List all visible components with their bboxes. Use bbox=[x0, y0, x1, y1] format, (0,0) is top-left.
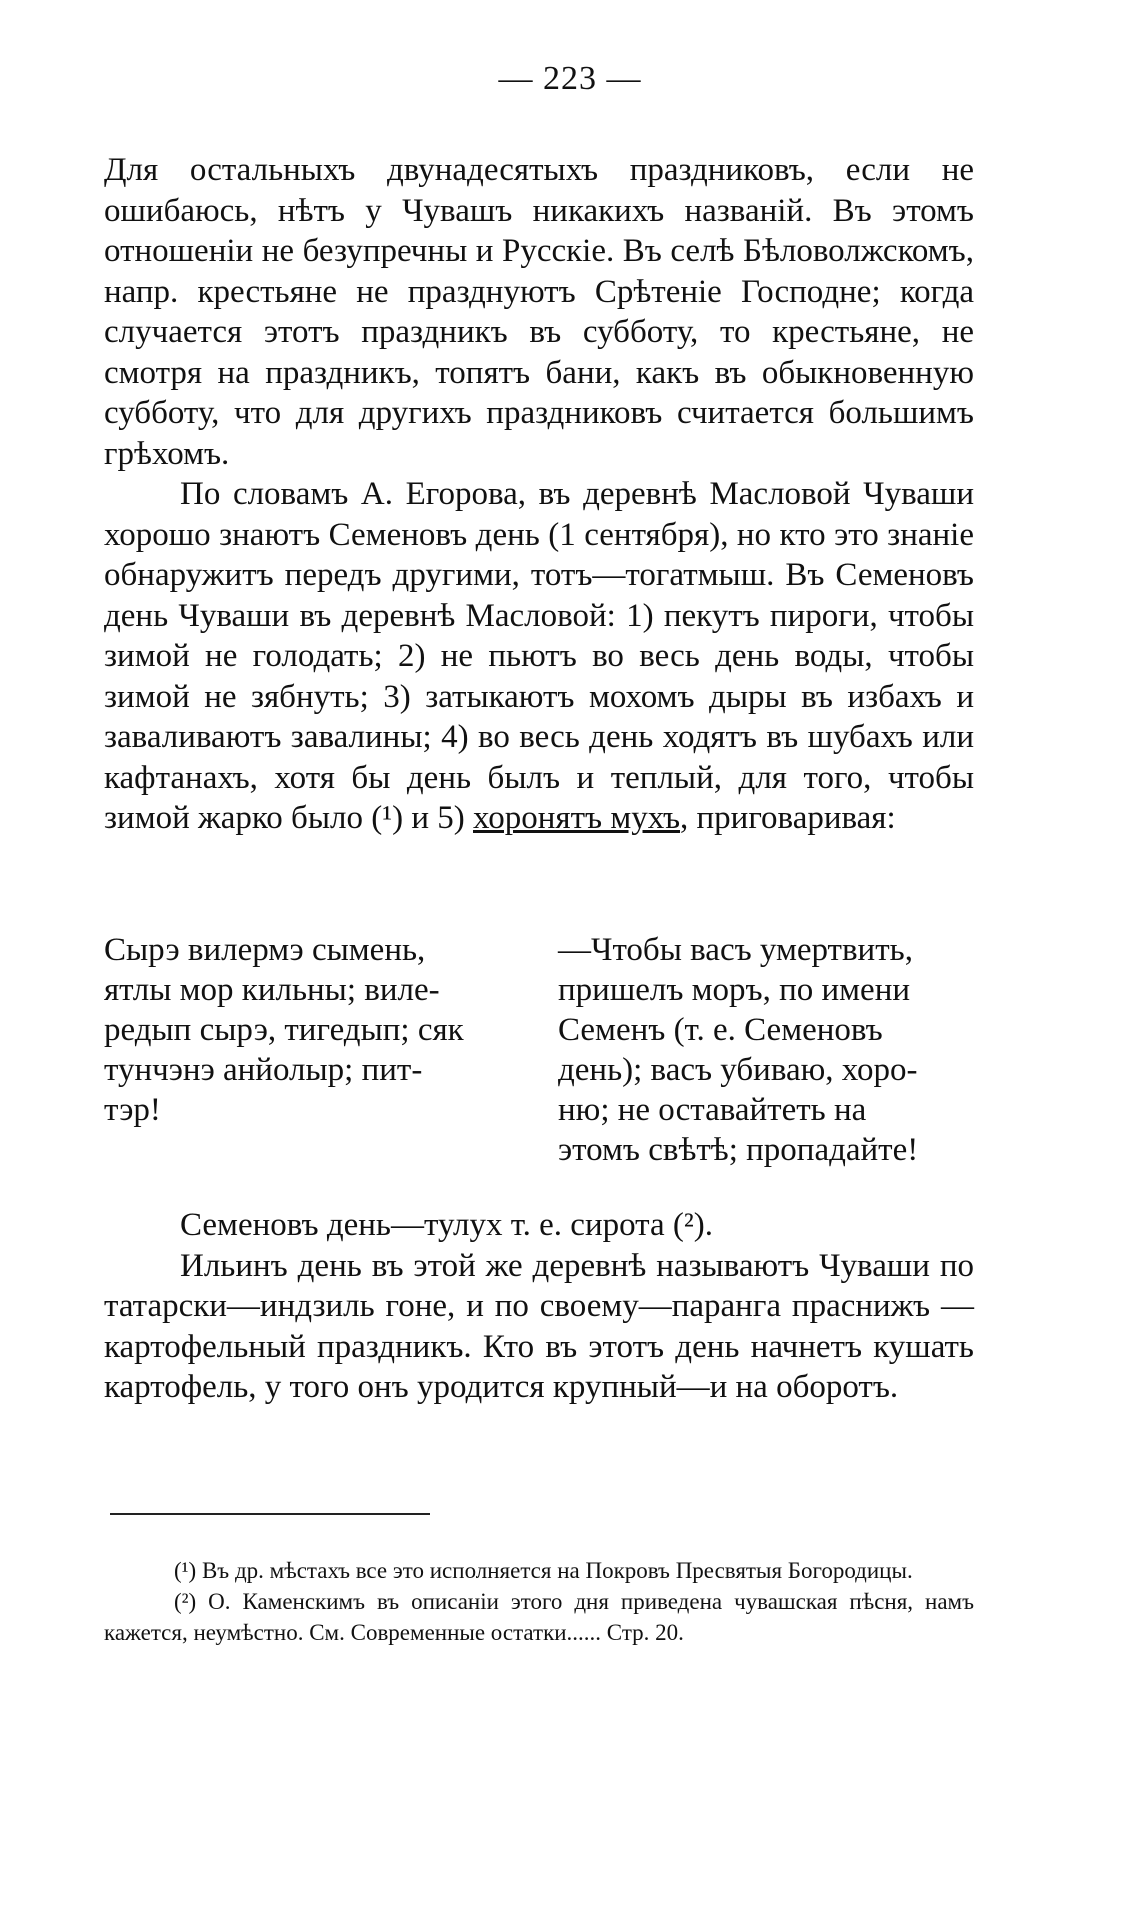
page-number: — 223 — bbox=[498, 60, 642, 97]
footnote-divider bbox=[110, 1513, 430, 1515]
footnotes bbox=[104, 1555, 974, 1648]
paragraph-orphan: Семеновъ день—тулух т. е. сирота (²). bbox=[180, 1207, 714, 1243]
verse-line: ню; не оставайтеть на bbox=[558, 1092, 867, 1128]
after-verse-text bbox=[104, 1205, 974, 1408]
verse-line: редып сырэ, тигедып; сяк bbox=[104, 1012, 464, 1048]
verse-translation bbox=[558, 930, 974, 1170]
verse-line: —Чтобы васъ умертвить, bbox=[558, 932, 913, 968]
verse-block bbox=[104, 930, 974, 1170]
verse-chuvash bbox=[104, 930, 504, 1170]
verse-line: этомъ свѣтѣ; пропадайте! bbox=[558, 1132, 919, 1168]
verse-line: Семенъ (т. е. Семеновъ bbox=[558, 1012, 883, 1048]
underlined-phrase: хоронятъ мухъ bbox=[473, 800, 681, 836]
main-text bbox=[104, 150, 974, 839]
verse-line: Сырэ вилермэ сымень, bbox=[104, 932, 426, 968]
verse-line: пришелъ моръ, по имени bbox=[558, 972, 911, 1008]
footnote-2: (²) О. Каменскимъ въ описаніи этого дня приведена чувашская пѣсня, намъ кажется, неумѣстно. См. Современные остатки...... Стр. 20. bbox=[104, 1589, 974, 1645]
paragraph-semenov-text: По словамъ А. Егорова, въ деревнѣ Масловой Чуваши хорошо знаютъ Семеновъ день (1 сентября), но кто это знаніе обнаружитъ передъ другими, тотъ—тогатмыш. Въ Семеновъ день Чуваши въ деревнѣ Масловой: 1) пекутъ пироги, чтобы зимой не голодать; 2) не пьютъ во весь день воды, чтобы зимой не зябнуть; 3) затыкаютъ мохомъ дыры въ избахъ и заваливаютъ завалины; 4) во весь день ходятъ въ шубахъ или кафтанахъ, хотя бы день былъ и теплый, для того, чтобы зимой жарко было (¹) и 5) bbox=[104, 476, 974, 836]
paragraph-semenov-day bbox=[104, 474, 974, 839]
verse-line: ятлы мор кильны; виле- bbox=[104, 972, 440, 1008]
verse-line: день); васъ убиваю, хоро- bbox=[558, 1052, 918, 1088]
verse-line: тунчэнэ анйолыр; пит- bbox=[104, 1052, 423, 1088]
paragraph-semenov-ending: , приговаривая: bbox=[680, 800, 896, 836]
paragraph-ilyin-day: Ильинъ день въ этой же деревнѣ называютъ Чуваши по татарски—индзиль гоне, и по своему—паранга праснижъ — картофельный праздникъ. Кто въ этотъ день начнетъ кушать картофель, у того онъ уродится крупный—и на оборотъ. bbox=[104, 1247, 974, 1405]
footnote-1: (¹) Въ др. мѣстахъ все это исполняется на Покровъ Пресвятыя Богородицы. bbox=[174, 1558, 913, 1583]
paragraph-holidays: Для остальныхъ двунадесятыхъ праздниковъ, если не ошибаюсь, нѣтъ у Чувашъ никакихъ названій. Въ этомъ отношеніи не безупречны и Русскіе. Въ селѣ Бѣловолжскомъ, напр. крестьяне не празднуютъ Срѣтеніе Господне; когда случается этотъ праздникъ въ субботу, то крестьяне, не смотря на праздникъ, топятъ бани, какъ въ обыкновенную субботу, что для другихъ праздниковъ считается большимъ грѣхомъ. bbox=[104, 152, 974, 472]
verse-line: тэр! bbox=[104, 1092, 161, 1128]
